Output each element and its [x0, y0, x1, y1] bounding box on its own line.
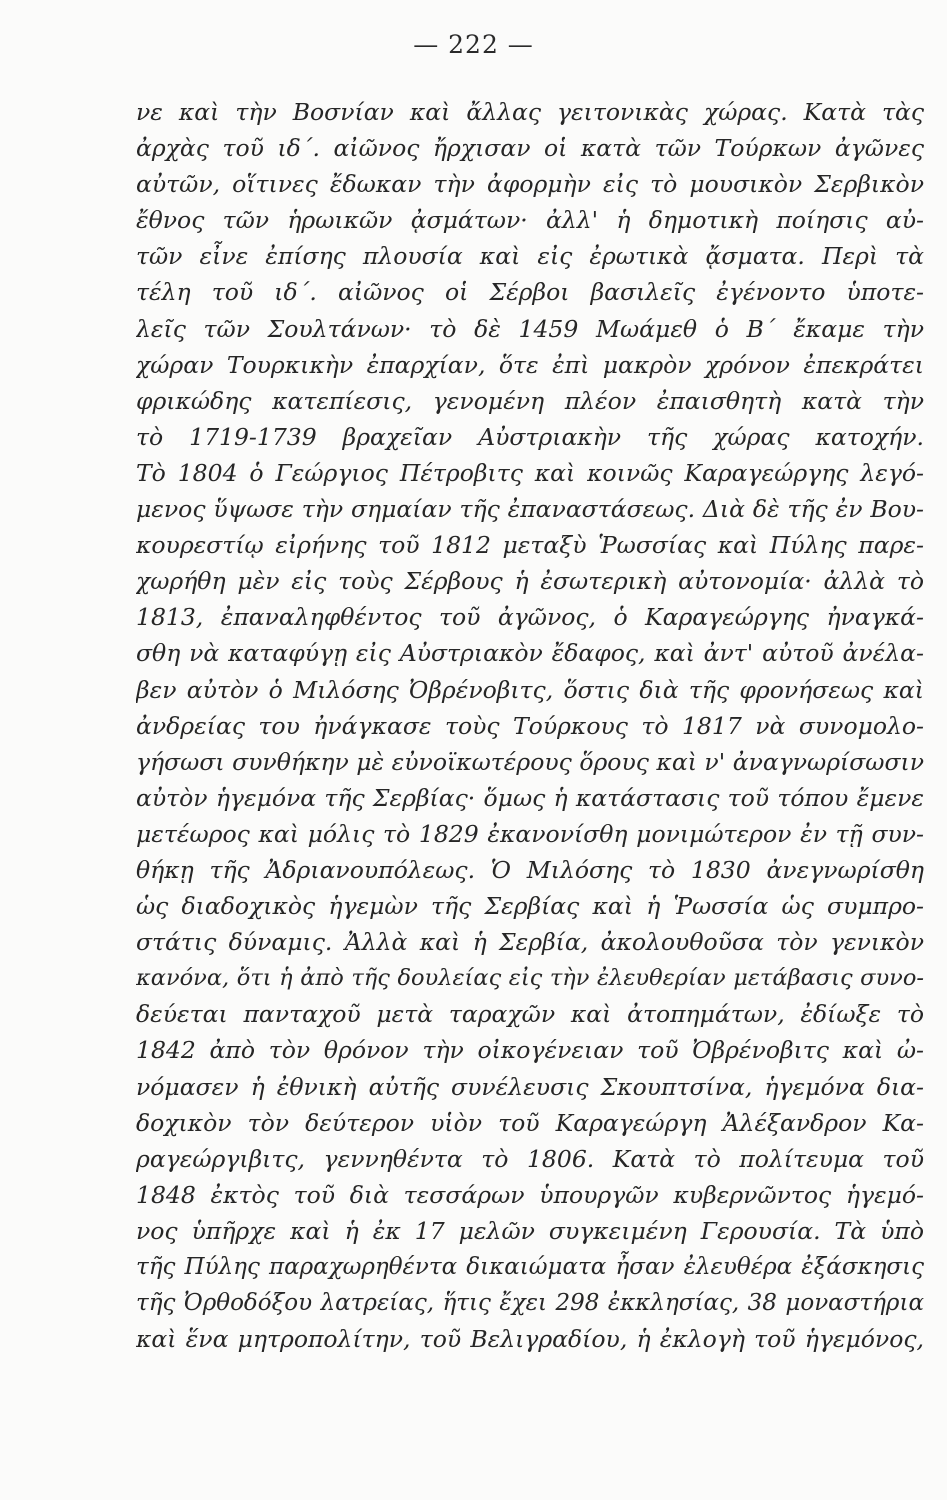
text-line: ἔθνος τῶν ἡρωικῶν ᾀσμάτων· ἀλλ' ἡ δημοτικὴ ποίησις αὐ-: [136, 206, 924, 235]
text-line: καὶ ἕνα μητροπολίτην, τοῦ Βελιγραδίου, ἡ ἐκλογὴ τοῦ ἡγεμόνος,: [136, 1325, 924, 1354]
text-line: φρικώδης κατεπίεσις, γενομένη πλέον ἐπαισθητὴ κατὰ τὴν: [136, 386, 924, 415]
text-line: στάτις δύναμις. Ἀλλὰ καὶ ἡ Σερβία, ἀκολουθοῦσα τὸν γενικὸν: [136, 928, 924, 957]
text-line: μενος ὕψωσε τὴν σημαίαν τῆς ἐπαναστάσεως. Διὰ δὲ τῆς ἐν Βου-: [136, 495, 924, 524]
text-line: χωρήθη μὲν εἰς τοὺς Σέρβους ἡ ἐσωτερικὴ αὐτονομία· ἀλλὰ τὸ: [136, 567, 924, 596]
text-line: θήκῃ τῆς Ἀδριανουπόλεως. Ὁ Μιλόσης τὸ 1830 ἀνεγνωρίσθη: [136, 855, 924, 884]
text-line: τῆς Πύλης παραχωρηθέντα δικαιώματα ἦσαν ἐλευθέρα ἐξάσκησις: [136, 1254, 924, 1280]
text-line: ἀνδρείας του ἠνάγκασε τοὺς Τούρκους τὸ 1817 νὰ συνομολο-: [136, 711, 924, 740]
text-line: Τὸ 1804 ὁ Γεώργιος Πέτροβιτς καὶ κοινῶς Καραγεώργης λεγό-: [136, 458, 924, 487]
text-line: δοχικὸν τὸν δεύτερον υἱὸν τοῦ Καραγεώργη Ἀλέξανδρον Κα-: [136, 1108, 924, 1137]
text-line: σθη νὰ καταφύγῃ εἰς Αὐστριακὸν ἔδαφος, καὶ ἀντ' αὐτοῦ ἀνέλα-: [136, 639, 924, 668]
text-line: κουρεστίῳ εἰρήνης τοῦ 1812 μεταξὺ Ῥωσσίας καὶ Πύλης παρε-: [136, 531, 924, 560]
text-line: ραγεώργιβιτς, γεννηθέντα τὸ 1806. Κατὰ τὸ πολίτευμα τοῦ: [136, 1144, 924, 1173]
text-line: δεύεται πανταχοῦ μετὰ ταραχῶν καὶ ἀτοπημάτων, ἐδίωξε τὸ: [136, 1000, 924, 1029]
text-line: χώραν Τουρκικὴν ἐπαρχίαν, ὅτε ἐπὶ μακρὸν χρόνον ἐπεκράτει: [136, 350, 924, 379]
text-line: κανόνα, ὅτι ἡ ἀπὸ τῆς δουλείας εἰς τὴν ἐλευθερίαν μετάβασις συνο-: [136, 965, 924, 992]
page-number: — 222 —: [413, 30, 534, 59]
text-line: 1813, ἐπαναληφθέντος τοῦ ἀγῶνος, ὁ Καραγεώργης ἠναγκά-: [136, 603, 924, 632]
text-line: τῆς Ὀρθοδόξου λατρείας, ἥτις ἔχει 298 ἐκκλησίας, 38 μοναστήρια: [136, 1290, 924, 1317]
text-line: αὐτῶν, οἵτινες ἔδωκαν τὴν ἀφορμὴν εἰς τὸ μουσικὸν Σερβικὸν: [136, 170, 924, 199]
text-body: [136, 94, 924, 1357]
text-line: γήσωσι συνθήκην μὲ εὐνοϊκωτέρους ὅρους καὶ ν' ἀναγνωρίσωσιν: [136, 747, 924, 776]
text-line: νε καὶ τὴν Βοσνίαν καὶ ἄλλας γειτονικὰς χώρας. Κατὰ τὰς: [136, 98, 924, 126]
text-line: νος ὑπῆρχε καὶ ἡ ἐκ 17 μελῶν συγκειμένη Γερουσία. Τὰ ὑπὸ: [136, 1216, 924, 1245]
text-line: βεν αὐτὸν ὁ Μιλόσης Ὀβρένοβιτς, ὅστις διὰ τῆς φρονήσεως καὶ: [136, 675, 924, 704]
text-line: τέλη τοῦ ιδ΄. αἰῶνος οἱ Σέρβοι βασιλεῖς ἐγένοντο ὑποτε-: [136, 278, 924, 307]
text-line: νόμασεν ἡ ἐθνικὴ αὐτῆς συνέλευσις Σκουπτσίνα, ἡγεμόνα δια-: [136, 1072, 924, 1101]
text-line: τὸ 1719-1739 βραχεῖαν Αὐστριακὴν τῆς χώρας κατοχήν.: [136, 422, 924, 451]
text-line: μετέωρος καὶ μόλις τὸ 1829 ἐκανονίσθη μονιμώτερον ἐν τῇ συν-: [136, 819, 924, 848]
text-line: ὡς διαδοχικὸς ἡγεμὼν τῆς Σερβίας καὶ ἡ Ῥωσσία ὡς συμπρο-: [136, 892, 924, 921]
text-line: αὐτὸν ἡγεμόνα τῆς Σερβίας· ὅμως ἡ κατάστασις τοῦ τόπου ἔμενε: [136, 783, 924, 812]
text-line: 1848 ἐκτὸς τοῦ διὰ τεσσάρων ὑπουργῶν κυβερνῶντος ἡγεμό-: [136, 1180, 924, 1209]
text-line: λεῖς τῶν Σουλτάνων· τὸ δὲ 1459 Μωάμεθ ὁ Β΄ ἔκαμε τὴν: [136, 314, 924, 343]
text-line: ἀρχὰς τοῦ ιδ΄. αἰῶνος ἤρχισαν οἱ κατὰ τῶν Τούρκων ἀγῶνες: [136, 134, 924, 163]
text-line: τῶν εἶνε ἐπίσης πλουσία καὶ εἰς ἐρωτικὰ ᾄσματα. Περὶ τὰ: [136, 242, 924, 271]
text-line: 1842 ἀπὸ τὸν θρόνον τὴν οἰκογένειαν τοῦ Ὀβρένοβιτς καὶ ὠ-: [136, 1036, 924, 1065]
